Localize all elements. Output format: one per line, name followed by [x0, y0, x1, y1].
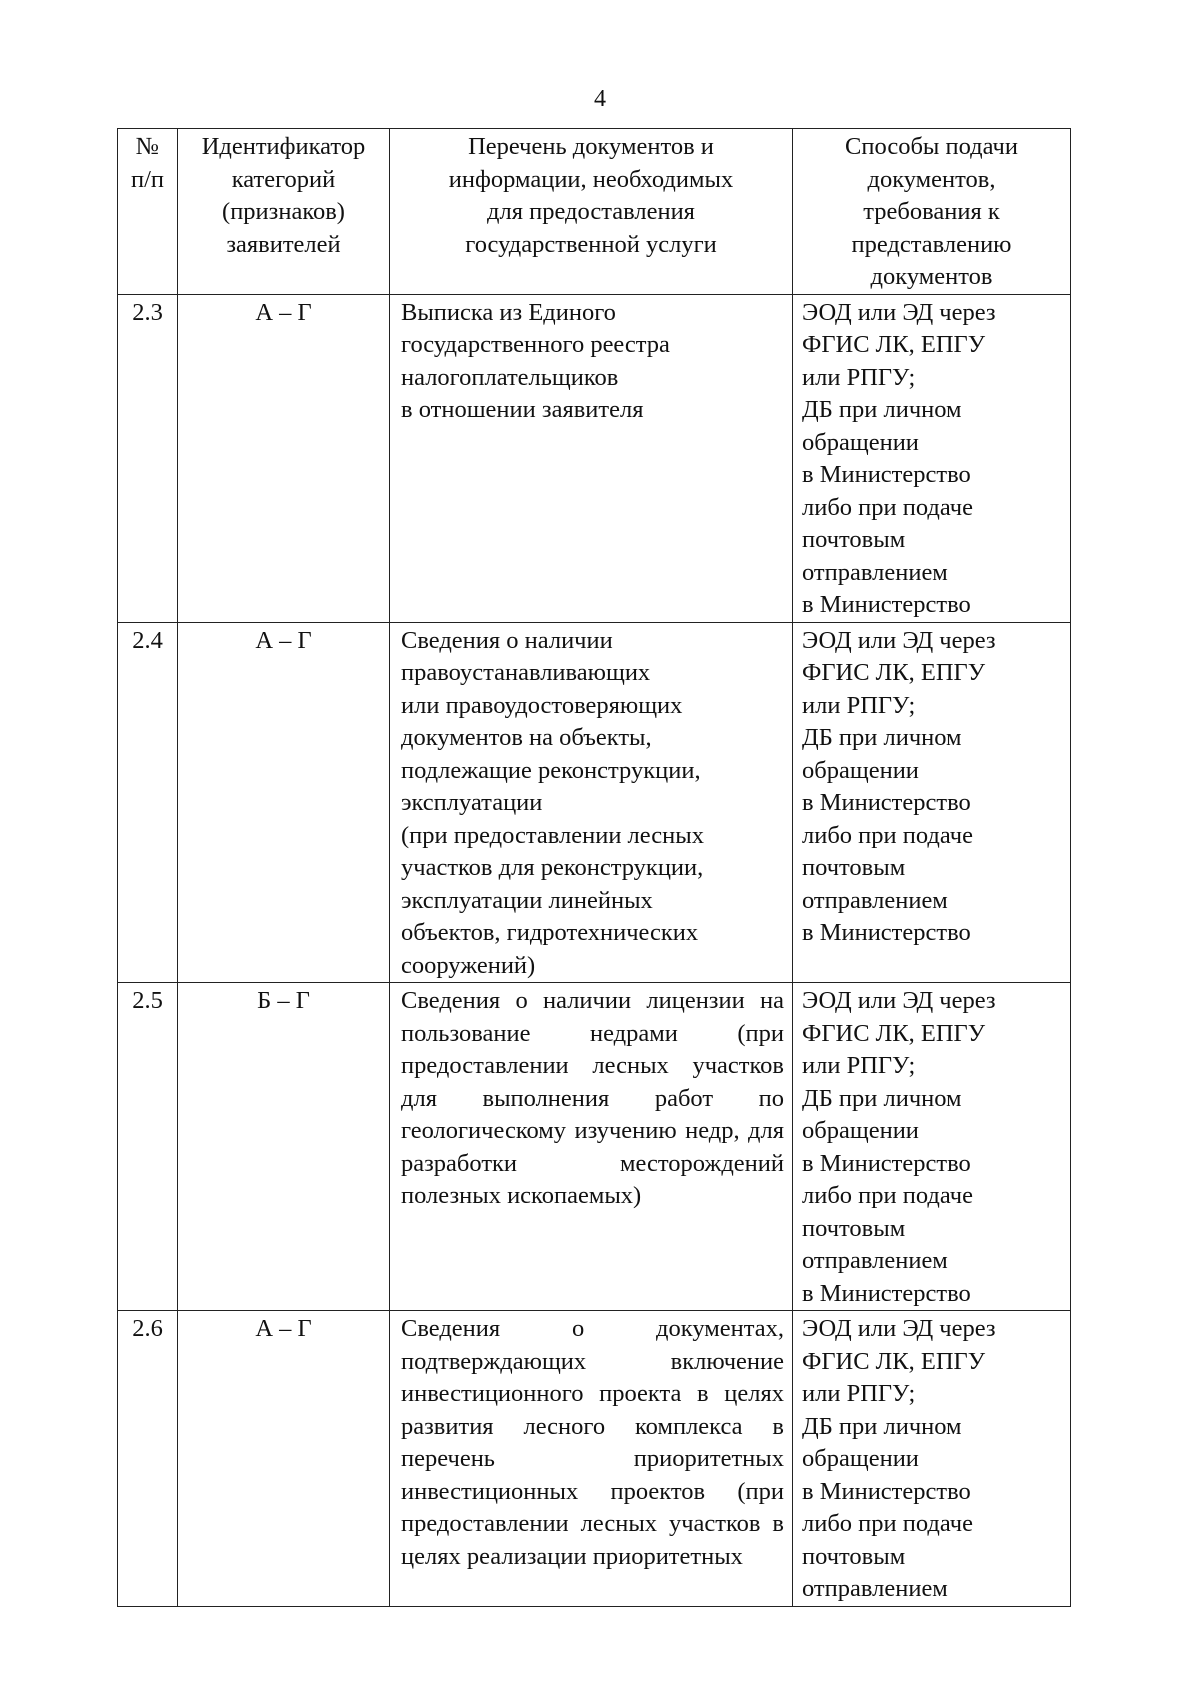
text-line: Идентификатор	[201, 133, 366, 160]
text-line: или РПГУ;	[802, 1380, 916, 1407]
applicant-category-id: А – Г	[178, 622, 390, 983]
text-line: представлению	[851, 230, 1012, 258]
text-line: почтовым	[802, 1542, 906, 1570]
text-line: или РПГУ;	[802, 363, 916, 391]
page-number: 4	[594, 86, 606, 112]
text-line: либо при подаче	[802, 1510, 973, 1537]
text-line: в Министерство	[802, 1279, 971, 1307]
documents-table	[117, 128, 1071, 1607]
applicant-category-id: А – Г	[178, 294, 390, 622]
text-line: (признаков)	[222, 198, 345, 225]
document-description	[390, 1311, 793, 1607]
applicant-category-id: А – Г	[178, 1311, 390, 1607]
text-line: ФГИС ЛК, ЕПГУ	[802, 1019, 986, 1047]
text-line: в Министерство	[802, 1149, 971, 1177]
text-line: ФГИС ЛК, ЕПГУ	[802, 1347, 986, 1375]
text-line: ДБ при личном	[802, 1084, 962, 1112]
table-row	[118, 622, 1071, 983]
row-number: 2.5	[118, 983, 178, 1311]
text-line: ФГИС ЛК, ЕПГУ	[802, 331, 986, 358]
text-line: документов	[870, 263, 993, 290]
text-line: отправлением	[802, 1575, 948, 1602]
text-line: либо при подаче	[802, 821, 973, 849]
text-line: почтовым	[802, 1214, 906, 1242]
text-line: отправлением	[802, 1247, 948, 1274]
text-line: требования к	[863, 198, 1000, 225]
document-description	[390, 983, 793, 1311]
text-line: объектов, гидротехнических	[401, 919, 699, 946]
text-line: обращении	[802, 756, 919, 784]
table-row	[118, 294, 1071, 622]
text-line: ЭОД или ЭД через	[802, 298, 996, 326]
text-line: категорий	[231, 165, 336, 193]
text-line: или правоудостоверяющих	[401, 691, 683, 719]
text-line: ЭОД или ЭД через	[802, 987, 996, 1014]
text-line: правоустанавливающих	[401, 659, 651, 686]
text-line: обращении	[802, 1117, 919, 1144]
text-line: эксплуатации линейных	[401, 886, 653, 914]
text-line: почтовым	[802, 854, 906, 881]
text-line: ЭОД или ЭД через	[802, 1315, 996, 1342]
text-line: или РПГУ;	[802, 691, 916, 719]
text-line: ЭОД или ЭД через	[802, 626, 996, 654]
text-line: ДБ при личном	[802, 396, 962, 423]
text-line: налогоплательщиков	[401, 363, 619, 391]
text-line: информации, необходимых	[448, 165, 734, 193]
text-line: документов на объекты,	[401, 724, 652, 751]
text-line: (при предоставлении лесных	[401, 821, 704, 849]
document-description-text: Сведения о наличии лицензии на пользование недрами (при предоставлении лесных участков для выполнения работ по геологическому изучению недр, для разработки месторождений полезных ископаемых)	[401, 987, 784, 1209]
row-number: 2.4	[118, 622, 178, 983]
text-line: эксплуатации	[401, 789, 543, 816]
document-description	[390, 294, 793, 622]
text-line: п/п	[130, 165, 165, 193]
submission-methods	[793, 622, 1071, 983]
submission-methods	[793, 294, 1071, 622]
text-line: Перечень документов и	[468, 133, 714, 160]
header-number	[118, 129, 178, 295]
text-line: обращении	[802, 428, 919, 456]
submission-methods	[793, 983, 1071, 1311]
header-submission-methods	[793, 129, 1071, 295]
text-line: №	[135, 133, 160, 160]
text-line: заявителей	[226, 230, 341, 258]
text-line: документов,	[867, 165, 996, 193]
table-row	[118, 983, 1071, 1311]
table-header-row	[118, 129, 1071, 295]
text-line: в Министерство	[802, 919, 971, 946]
text-line: обращении	[802, 1445, 919, 1472]
document-description	[390, 622, 793, 983]
text-line: либо при подаче	[802, 1182, 973, 1209]
text-line: Выписка из Единого	[401, 298, 616, 326]
text-line: подлежащие реконструкции,	[401, 756, 701, 784]
row-number: 2.6	[118, 1311, 178, 1607]
text-line: в Министерство	[802, 1477, 971, 1505]
applicant-category-id: Б – Г	[178, 983, 390, 1311]
table-row	[118, 1311, 1071, 1607]
text-line: Сведения о наличии	[401, 626, 613, 654]
text-line: государственной услуги	[465, 230, 717, 258]
submission-methods	[793, 1311, 1071, 1607]
text-line: участков для реконструкции,	[401, 854, 704, 881]
text-line: сооружений)	[401, 951, 536, 979]
document-description-text: Сведения о документах, подтверждающих включение инвестиционного проекта в целях развития лесного комплекса в перечень приоритетных инвестиционных проектов (при предоставлении лесных участков в целях реализации приоритетных	[401, 1315, 784, 1570]
text-line: Способы подачи	[845, 133, 1018, 160]
text-line: либо при подаче	[802, 493, 973, 521]
text-line: или РПГУ;	[802, 1052, 916, 1079]
text-line: в Министерство	[802, 461, 971, 488]
text-line: ФГИС ЛК, ЕПГУ	[802, 659, 986, 686]
text-line: в отношении заявителя	[401, 396, 644, 423]
header-documents-list	[390, 129, 793, 295]
header-applicant-category	[178, 129, 390, 295]
text-line: ДБ при личном	[802, 1412, 962, 1440]
text-line: ДБ при личном	[802, 724, 962, 751]
text-line: отправлением	[802, 558, 948, 586]
text-line: для предоставления	[487, 198, 695, 225]
text-line: почтовым	[802, 526, 906, 553]
row-number: 2.3	[118, 294, 178, 622]
text-line: в Министерство	[802, 591, 971, 618]
text-line: отправлением	[802, 886, 948, 914]
text-line: в Министерство	[802, 789, 971, 816]
text-line: государственного реестра	[401, 331, 670, 358]
